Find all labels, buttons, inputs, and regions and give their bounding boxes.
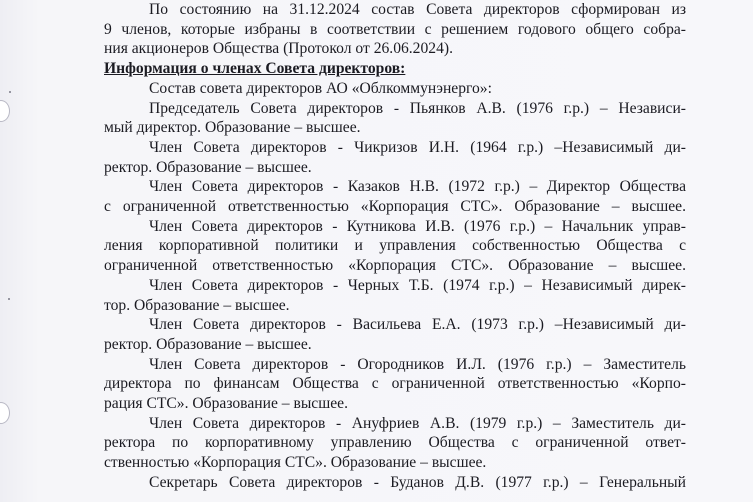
document-body [104, 0, 686, 493]
member-paragraph [104, 473, 686, 493]
text-line: Член Совета директоров - Черных Т.Б. (1974 г.р.) – Независимый дирек- [149, 276, 686, 294]
text-line: рация СТС». Образование – высшее. [104, 395, 348, 413]
scan-speck [9, 91, 11, 93]
text-line: ственностью «Корпорация СТС». Образование – высшее. [104, 454, 487, 472]
text-line: ления корпоративной политики и управления собственностью Общества с [104, 237, 686, 255]
member-paragraph [104, 99, 686, 138]
text-line: Секретарь Совета директоров - Буданов Д.В. (1977 г.р.) – Генеральный [149, 473, 686, 491]
text-line: ректора по корпоративному управлению Общества с ограниченной ответ- [104, 434, 686, 452]
text-line: Член Совета директоров - Ануфриев А.В. (1979 г.р.) – Заместитель ди- [149, 414, 686, 432]
composition-line [104, 79, 686, 99]
scan-speck [8, 298, 10, 300]
heading-text: Информация о членах Совета директоров: [104, 60, 406, 78]
member-paragraph [104, 355, 686, 414]
text-line: Член Совета директоров - Васильева Е.А. (1973 г.р.) –Независимый ди- [149, 316, 686, 334]
text-line: директора по финансам Общества с ограниченной ответственностью «Корпо- [104, 375, 686, 393]
member-paragraph [104, 276, 686, 315]
text-line: тор. Образование – высшее. [104, 296, 290, 314]
text-line: Состав совета директоров АО «Облкоммунэнерго»: [149, 79, 492, 97]
member-paragraph [104, 138, 686, 177]
text-line: ректор. Образование – высшее. [104, 158, 312, 176]
punch-hole-top [0, 100, 10, 122]
text-line: ния акционеров Общества (Протокол от 26.06.2024). [104, 40, 453, 58]
member-paragraph [104, 315, 686, 354]
text-line: Член Совета директоров - Казаков Н.В. (1972 г.р.) – Директор Общества [149, 178, 686, 196]
text-line: Член Совета директоров - Кутникова И.В. (1976 г.р.) – Начальник управ- [149, 217, 686, 235]
text-line: мый директор. Образование – высшее. [104, 119, 361, 137]
text-line: По состоянию на 31.12.2024 состав Совета директоров сформирован из [149, 1, 686, 18]
member-paragraph [104, 177, 686, 216]
text-line: Член Совета директоров - Чикризов И.Н. (1964 г.р.) –Независимый ди- [149, 138, 686, 156]
punch-hole-bottom [0, 402, 10, 424]
text-line: с ограниченной ответственностью «Корпорация СТС». Образование – высшее. [104, 198, 686, 216]
member-paragraph [104, 414, 686, 473]
text-line: Член Совета директоров - Огородников И.Л. (1976 г.р.) – Заместитель [149, 355, 686, 373]
text-line: ректор. Образование – высшее. [104, 335, 312, 353]
section-heading [104, 59, 686, 79]
text-line: Председатель Совета директоров - Пьянков А.В. (1976 г.р.) – Независи- [149, 99, 686, 117]
member-paragraph [104, 217, 686, 276]
intro-paragraph [104, 0, 686, 59]
text-line: ограниченной ответственностью «Корпорация СТС». Образование – высшее. [104, 257, 686, 275]
text-line: 9 членов, которые избраны в соответствии с решением годового общего собра- [104, 20, 686, 38]
